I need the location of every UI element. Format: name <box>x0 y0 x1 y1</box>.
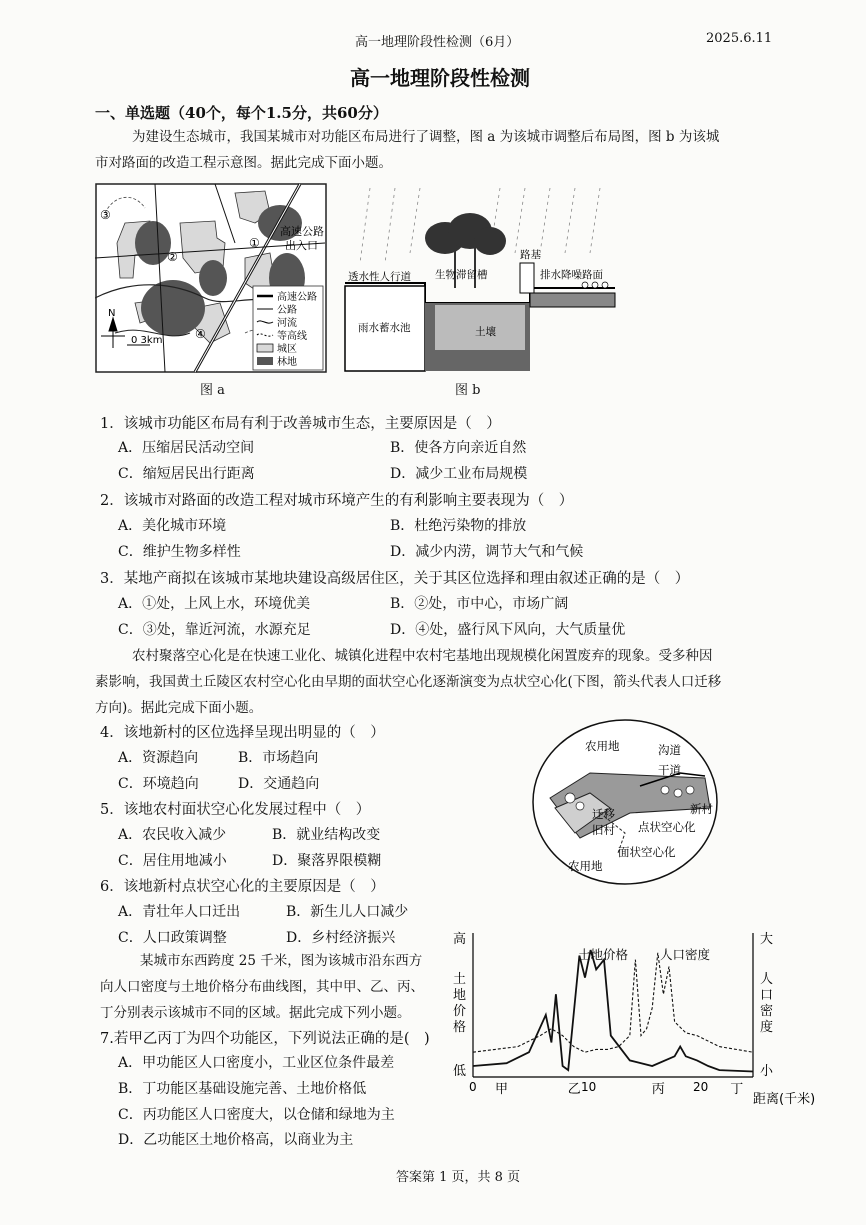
q3-stem: 3．某地产商拟在该城市某地块建设高级居住区，关于其区位选择和理由叙述正确的是（ ） <box>100 571 690 587</box>
y-right-bottom: 小 <box>760 1064 774 1079</box>
y-left-label-char: 地 <box>453 988 467 1003</box>
q1-option-a: A．压缩居民活动空间 <box>118 440 255 456</box>
label-farmland-top: 农用地 <box>585 739 620 753</box>
intro1-line2: 市对路面的改造工程示意图。据此完成下面小题。 <box>95 155 392 171</box>
q7-option-a: A．甲功能区人口密度小，工业区位条件最差 <box>118 1055 395 1071</box>
y-right-label-char: 密 <box>760 1004 774 1019</box>
x-tick-label: 20 <box>693 1080 709 1094</box>
q2-option-a: A．美化城市环境 <box>118 518 227 534</box>
q6-option-c: C．人口政策调整 <box>118 930 227 946</box>
q6-option-a: A．青壮年人口迁出 <box>118 904 241 920</box>
y-right-label-char: 度 <box>760 1020 774 1035</box>
q3-option-b: B．②处，市中心，市场广阔 <box>390 596 569 612</box>
y-left-bottom: 低 <box>453 1064 467 1079</box>
q5-option-a: A．农民收入减少 <box>118 827 227 843</box>
q1-option-b: B．使各方向亲近自然 <box>390 440 527 456</box>
q4-option-b: B．市场趋向 <box>238 750 319 766</box>
q2-stem: 2．该城市对路面的改造工程对城市环境产生的有利影响主要表现为（ ） <box>100 493 574 509</box>
series-line-land-price <box>473 950 753 1072</box>
marker-2: ② <box>167 250 178 264</box>
legend-river: 河流 <box>277 318 297 329</box>
q7-stem: 7.若甲乙丙丁为四个功能区，下列说法正确的是( ) <box>100 1031 430 1047</box>
label-trunk: 干道 <box>658 763 681 777</box>
label-area: 面状空心化 <box>618 845 676 859</box>
q5-stem: 5．该地农村面状空心化发展过程中（ ） <box>100 802 371 818</box>
q7-option-d: D．乙功能区土地价格高，以商业为主 <box>118 1132 354 1148</box>
intro3-line3: 丁分别表示该城市不同的区域。据此完成下列小题。 <box>100 1005 411 1021</box>
label-bio: 生物滞留槽 <box>435 269 488 281</box>
figure-a-caption: 图 a <box>200 383 225 398</box>
label-farmland-bottom: 农用地 <box>568 859 603 873</box>
page-footer: 答案第 1 页，共 8 页 <box>396 1170 521 1185</box>
intro1-line1: 为建设生态城市，我国某城市对功能区布局进行了调整，图 a 为该城市调整后布局图，图 b 为该城 <box>132 129 720 145</box>
figure-a-map <box>95 183 327 373</box>
legend-urban: 城区 <box>277 344 297 355</box>
y-left-label-char: 价 <box>453 1004 467 1019</box>
marker-3: ③ <box>100 208 111 222</box>
q3-option-c: C．③处，靠近河流，水源充足 <box>118 622 311 638</box>
legend-road: 公路 <box>277 305 297 316</box>
label-pool: 雨水蓄水池 <box>358 322 411 334</box>
figure-b-caption: 图 b <box>455 383 481 398</box>
legend-forest: 林地 <box>277 357 297 368</box>
intro2-line1: 农村聚落空心化是在快速工业化、城镇化进程中农村宅基地出现规模化闲置废弃的现象。受多种因 <box>132 648 713 664</box>
label-migrate: 迁移 <box>592 807 615 821</box>
hollowing-diagram <box>530 718 720 886</box>
q7-option-c: C．丙功能区人口密度大，以仓储和绿地为主 <box>118 1107 395 1123</box>
y-right-label-char: 人 <box>760 972 774 987</box>
exam-date: 2025.6.11 <box>706 31 773 46</box>
figure-b-diagram <box>340 183 622 373</box>
svg-text:高速公路: 高速公路 <box>280 225 324 238</box>
q1-option-c: C．缩短居民出行距离 <box>118 466 255 482</box>
intro3-line1: 某城市东西跨度 25 千米，图为该城市沿东西方 <box>140 953 423 969</box>
q4-option-d: D．交通趋向 <box>238 776 320 792</box>
q4-stem: 4．该地新村的区位选择呈现出明显的（ ） <box>100 725 385 741</box>
x-tick-label: 10 <box>581 1080 597 1094</box>
running-title: 高一地理阶段性检测（6月） <box>355 35 520 50</box>
legend-highway: 高速公路 <box>277 292 317 303</box>
series-label-population: 人口密度 <box>660 947 711 962</box>
intro2-line2: 素影响，我国黄土丘陵区农村空心化由早期的面状空心化逐渐演变为点状空心化(下图，箭头代表人口迁移 <box>95 674 722 690</box>
marker-4: ④ <box>195 327 206 341</box>
label-newvillage: 新村 <box>690 802 713 816</box>
page-title: 高一地理阶段性检测 <box>350 66 530 90</box>
x-tick-label: 0 <box>469 1080 477 1094</box>
q5-option-c: C．居住用地减小 <box>118 853 227 869</box>
land-price-population-chart <box>448 925 826 1117</box>
region-label: 乙 <box>567 1082 581 1097</box>
q6-option-d: D．乡村经济振兴 <box>286 930 396 946</box>
region-label: 丁 <box>730 1082 744 1097</box>
y-left-label-char: 土 <box>453 972 467 987</box>
q5-option-b: B．就业结构改变 <box>272 827 381 843</box>
series-label-land-price: 土地价格 <box>578 947 629 962</box>
legend-contour: 等高线 <box>277 331 307 342</box>
label-soil: 土壤 <box>475 326 496 338</box>
q3-option-d: D．④处，盛行风下风向，大气质量优 <box>390 622 626 638</box>
q6-stem: 6．该地新村点状空心化的主要原因是（ ） <box>100 879 385 895</box>
y-right-top: 大 <box>760 932 774 947</box>
q1-stem: 1．该城市功能区布局有利于改善城市生态，主要原因是（ ） <box>100 416 501 432</box>
intro3-line2: 向人口密度与土地价格分布曲线图，其中甲、乙、丙、 <box>100 979 424 995</box>
label-road: 排水降噪路面 <box>540 269 603 281</box>
scale-bar: 0 3km <box>131 335 163 346</box>
q1-option-d: D．减少工业布局规模 <box>390 466 528 482</box>
label-roadbed: 路基 <box>520 249 541 261</box>
q3-option-a: A．①处，上风上水，环境优美 <box>118 596 311 612</box>
label-sidewalk: 透水性人行道 <box>348 271 411 283</box>
q4-option-c: C．环境趋向 <box>118 776 199 792</box>
svg-text:N: N <box>108 308 116 319</box>
x-axis-label: 距离(千米) <box>753 1092 816 1107</box>
q5-option-d: D．聚落界限模糊 <box>272 853 382 869</box>
marker-1: ① <box>249 236 260 250</box>
y-left-top: 高 <box>453 932 467 947</box>
section-heading: 一、单选题（40个，每个1.5分，共60分） <box>95 104 388 122</box>
label-point: 点状空心化 <box>638 820 696 834</box>
label-oldvillage: 旧村 <box>592 823 615 837</box>
y-left-label-char: 格 <box>453 1020 467 1035</box>
q6-option-b: B．新生儿人口减少 <box>286 904 409 920</box>
q2-option-b: B．杜绝污染物的排放 <box>390 518 527 534</box>
q2-option-d: D．减少内涝，调节大气和气候 <box>390 544 584 560</box>
q4-option-a: A．资源趋向 <box>118 750 199 766</box>
label-gully: 沟道 <box>658 743 681 757</box>
y-right-label-char: 口 <box>760 988 774 1003</box>
q2-option-c: C．维护生物多样性 <box>118 544 241 560</box>
region-label: 甲 <box>495 1082 509 1097</box>
svg-text:出入口: 出入口 <box>285 239 318 252</box>
region-label: 丙 <box>651 1082 665 1097</box>
q7-option-b: B．丁功能区基础设施完善、土地价格低 <box>118 1081 367 1097</box>
intro2-line3: 方向)。据此完成下面小题。 <box>95 700 263 716</box>
